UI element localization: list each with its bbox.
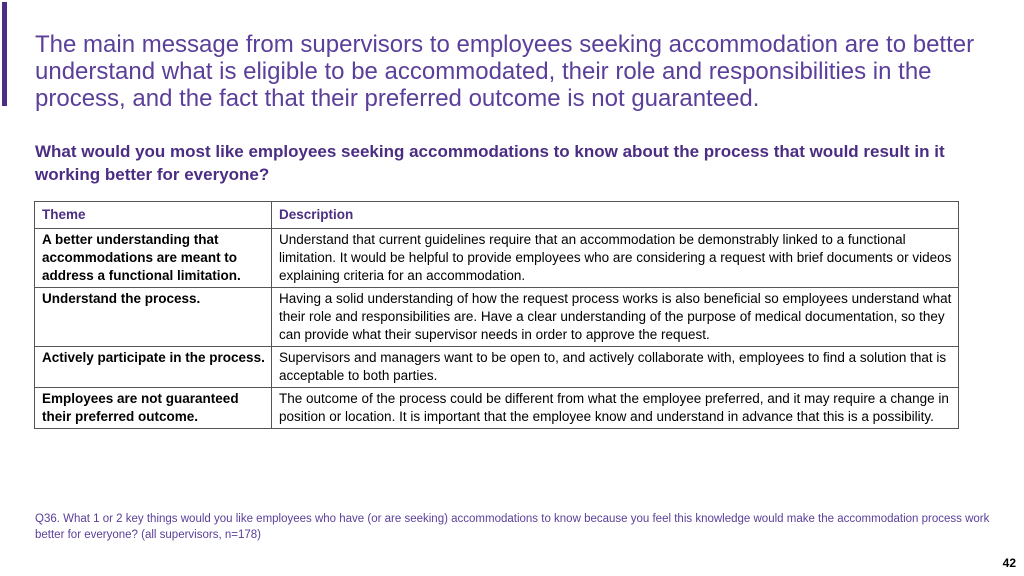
table-row	[35, 288, 959, 347]
survey-question: What would you most like employees seeking accommodations to know about the process that would result in it working better for everyone?	[35, 142, 945, 184]
table-row	[35, 388, 959, 429]
description-cell: Having a solid understanding of how the request process works is also beneficial so employees understand what their role and responsibilities are. Have a clear understanding of the purpose of medical documentation, so they can provide what their supervisor needs in order to approve the request.	[272, 288, 959, 347]
column-header-theme: Theme	[35, 202, 272, 229]
theme-cell: Understand the process.	[35, 288, 272, 347]
table-row	[35, 347, 959, 388]
theme-cell: Employees are not guaranteed their preferred outcome.	[35, 388, 272, 429]
description-cell: The outcome of the process could be different from what the employee preferred, and it may require a change in position or location. It is important that the employee know and understand in advance that this is a possibility.	[272, 388, 959, 429]
theme-cell: Actively participate in the process.	[35, 347, 272, 388]
description-cell: Supervisors and managers want to be open to, and actively collaborate with, employees to find a solution that is acceptable to both parties.	[272, 347, 959, 388]
column-header-description: Description	[272, 202, 959, 229]
slide-headline: The main message from supervisors to employees seeking accommodation are to better understand what is eligible to be accommodated, their role and responsibilities in the process, and the fact that their preferred outcome is not guaranteed.	[35, 31, 975, 112]
footnote: Q36. What 1 or 2 key things would you like employees who have (or are seeking) accommodations to know because you feel this knowledge would make the accommodation process work better for everyone? (all supervisors, n=178)	[35, 513, 990, 541]
theme-cell: A better understanding that accommodations are meant to address a functional limitation.	[35, 229, 272, 288]
description-cell: Understand that current guidelines require that an accommodation be demonstrably linked to a functional limitation. It would be helpful to provide employees who are considering a request with brief documents or videos explaining criteria for an accommodation.	[272, 229, 959, 288]
table-header-row	[35, 202, 959, 229]
accent-bar	[2, 2, 7, 106]
themes-table	[34, 201, 959, 429]
table-row	[35, 229, 959, 288]
page-number: 42	[1002, 556, 1016, 570]
